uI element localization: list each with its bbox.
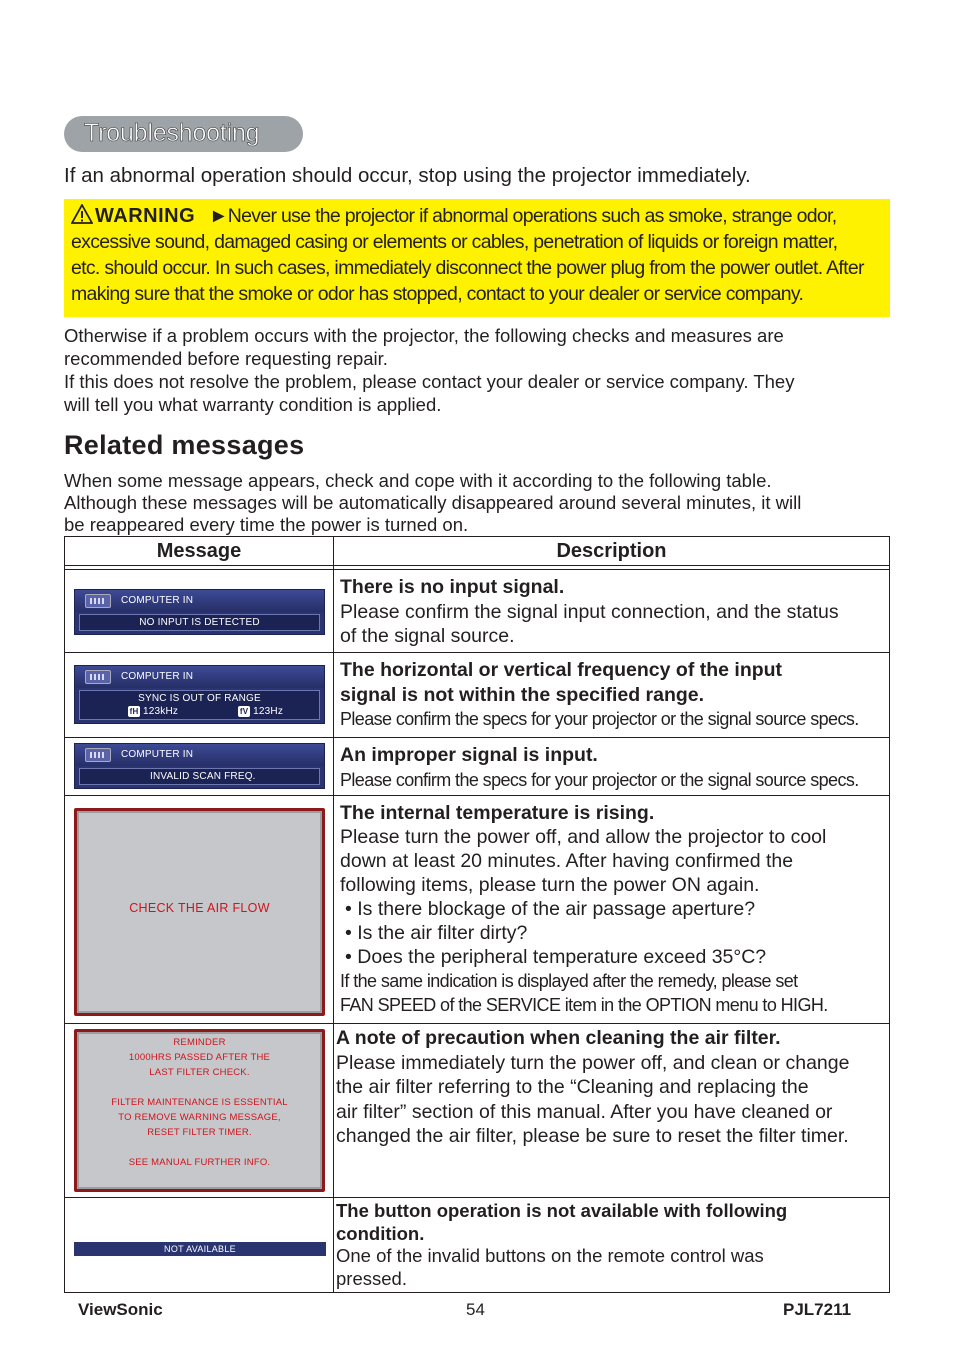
message-cell (65, 570, 334, 653)
footer-model: PJL7211 (783, 1300, 852, 1319)
row-note: Please confirm the specs for your projector or the signal source specs. (340, 709, 859, 729)
section-title: Troubleshooting (84, 119, 260, 147)
messages-table (64, 536, 890, 1293)
row-body-line: Please immediately turn the power off, and clean or change (336, 1051, 850, 1074)
message-cell (65, 1198, 334, 1293)
reminder-line: 1000HRS PASSED AFTER THE (128, 1052, 271, 1063)
row-body-line: following items, please turn the power ON again. (340, 874, 760, 896)
paragraph-line: recommended before requesting repair. (64, 348, 388, 369)
row-bullet: • Is the air filter dirty? (345, 922, 528, 944)
reminder-line: SEE MANUAL FURTHER INFO. (128, 1157, 271, 1168)
row-title: There is no input signal. (340, 576, 565, 598)
warning-tag: WARNING (95, 205, 196, 227)
reminder-line: LAST FILTER CHECK. (149, 1067, 250, 1078)
row-body-line: the air filter referring to the “Cleaning and replacing the (336, 1076, 809, 1098)
footer-brand: ViewSonic (78, 1300, 163, 1319)
monitor-icon (85, 670, 111, 684)
column-header-message: Message (65, 537, 334, 566)
osd-message: SYNC IS OUT OF RANGE (138, 693, 261, 704)
warning-box (64, 199, 890, 317)
paragraph-line: Otherwise if a problem occurs with the projector, the following checks and measures are (64, 325, 784, 346)
row-title: signal is not within the specified range. (340, 683, 705, 706)
row-title: An improper signal is input. (340, 744, 598, 766)
monitor-icon (85, 594, 111, 608)
osd-message: NO INPUT IS DETECTED (79, 614, 320, 631)
heading-paragraph-line: When some message appears, check and cope with it according to the following table. (64, 470, 772, 491)
fv-value: 123Hz (253, 706, 284, 717)
column-header-description: Description (334, 537, 890, 566)
table-row (65, 738, 890, 796)
row-body-line: changed the air filter, please be sure to reset the filter timer. (336, 1125, 849, 1147)
osd-screen-sync-range (74, 665, 325, 724)
row-body-line: Please turn the power off, and allow the projector to cool (340, 826, 827, 848)
table-row (65, 1024, 890, 1198)
row-note: Please confirm the specs for your projector or the signal source specs. (340, 769, 859, 790)
message-cell (65, 1024, 334, 1198)
osd-source-label: COMPUTER IN (121, 671, 194, 682)
reminder-line: TO REMOVE WARNING MESSAGE, (118, 1112, 281, 1123)
row-body-line: Please confirm the signal input connection, and the status (340, 600, 839, 623)
heading-paragraph-line: be reappeared every time the power is turned on. (64, 514, 469, 535)
description-cell (334, 570, 890, 653)
row-note: If the same indication is displayed after the remedy, please set (340, 971, 798, 991)
osd-source-label: COMPUTER IN (121, 749, 194, 760)
row-title: The button operation is not available with following (336, 1200, 788, 1221)
row-note: FAN SPEED of the SERVICE item in the OPTION menu to HIGH. (340, 995, 828, 1015)
row-body-line: of the signal source. (340, 625, 515, 647)
row-bullet: • Is there blockage of the air passage aperture? (345, 898, 756, 920)
warning-line-4: making sure that the smoke or odor has stopped, contact to your dealer or service company. (71, 283, 804, 305)
air-flow-screen (74, 808, 325, 1016)
row-title: The internal temperature is rising. (340, 802, 655, 824)
heading-paragraph-line: Although these messages will be automatically disappeared around several minutes, it will (64, 492, 802, 513)
message-cell (65, 653, 334, 738)
row-title: A note of precaution when cleaning the air filter. (336, 1027, 781, 1049)
row-body-line: air filter” section of this manual. After you have cleaned or (336, 1100, 833, 1123)
description-cell (334, 738, 890, 796)
fh-icon: fH (129, 707, 139, 716)
reminder-line: REMINDER (173, 1037, 226, 1048)
not-available-bar: NOT AVAILABLE (74, 1242, 326, 1256)
warning-text: ►Never use the projector if abnormal operations such as smoke, strange odor, (209, 205, 837, 227)
row-body-line: pressed. (336, 1267, 407, 1289)
osd-screen-invalid-scan (74, 743, 325, 789)
osd-screen-no-input (74, 589, 325, 635)
fh-value: 123kHz (143, 706, 179, 717)
message-cell (65, 738, 334, 796)
reminder-line: RESET FILTER TIMER. (147, 1127, 252, 1138)
screen-message: CHECK THE AIR FLOW (129, 901, 270, 915)
monitor-icon (85, 748, 111, 762)
message-cell (65, 796, 334, 1024)
table-row (65, 796, 890, 1024)
osd-message-box (79, 690, 320, 720)
warning-line-3: etc. should occur. In such cases, immediately disconnect the power plug from the power outlet. After (71, 257, 864, 279)
warning-line-1 (71, 203, 882, 229)
fv-icon: fV (239, 707, 249, 716)
paragraph-line: will tell you what warranty condition is applied. (64, 394, 442, 415)
row-body-line: down at least 20 minutes. After having confirmed the (340, 850, 794, 872)
description-cell (334, 653, 890, 738)
section-title-pill (64, 116, 303, 152)
description-cell (334, 1024, 890, 1198)
intro-text: If an abnormal operation should occur, stop using the projector immediately. (64, 164, 751, 187)
table-row (65, 653, 890, 738)
table-row (65, 1198, 890, 1293)
description-cell (334, 796, 890, 1024)
row-title: The horizontal or vertical frequency of the input (340, 659, 783, 681)
osd-source-label: COMPUTER IN (121, 595, 194, 606)
table-row (65, 570, 890, 653)
row-body-line: One of the invalid buttons on the remote control was (336, 1245, 764, 1266)
row-title: condition. (336, 1222, 425, 1244)
osd-message: INVALID SCAN FREQ. (79, 768, 320, 785)
description-cell (334, 1198, 890, 1293)
paragraph-line: If this does not resolve the problem, please contact your dealer or service company. They (64, 371, 795, 392)
warning-line-2: excessive sound, damaged casing or elements or cables, penetration of liquids or foreign matter, (71, 231, 838, 253)
related-messages-heading: Related messages (64, 430, 305, 460)
table-header-row (65, 537, 890, 566)
reminder-line: FILTER MAINTENANCE IS ESSENTIAL (111, 1097, 288, 1108)
filter-reminder-screen (74, 1029, 325, 1192)
warning-triangle-icon (71, 204, 93, 224)
row-bullet: • Does the peripheral temperature exceed 35°C? (345, 946, 767, 968)
footer-page-number: 54 (466, 1300, 485, 1319)
